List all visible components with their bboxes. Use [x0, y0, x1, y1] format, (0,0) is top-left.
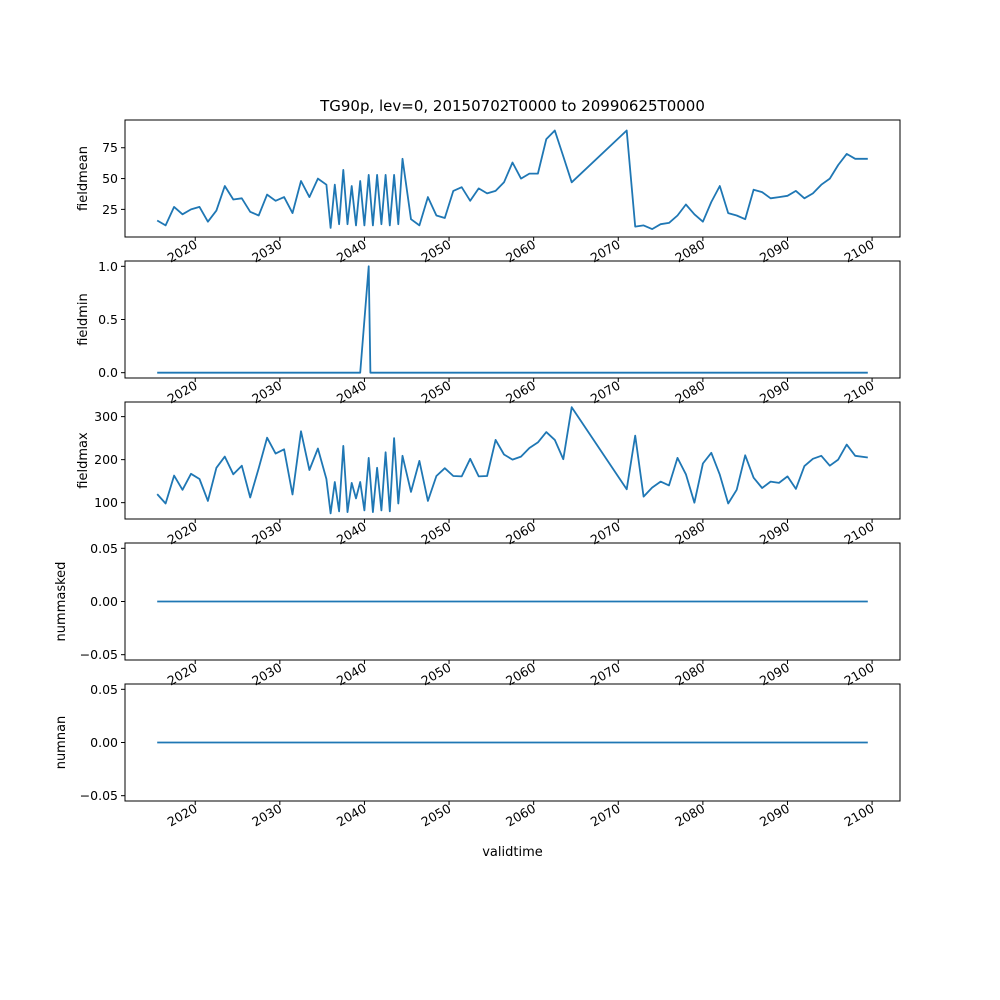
fieldmin-xtick-label: 2040	[333, 377, 369, 407]
fieldmean-axis-label: fieldmean	[76, 146, 91, 211]
numnan-xtick-label: 2050	[418, 800, 454, 830]
fieldmean-xtick-label: 2080	[672, 236, 708, 266]
fieldmax-xtick-label: 2090	[756, 518, 792, 548]
fieldmin-xtick-label: 2100	[841, 377, 877, 407]
fieldmax-ytick-label: 300	[94, 409, 118, 425]
fieldmin-xtick-label: 2080	[672, 377, 708, 407]
fieldmax-ytick-label: 200	[94, 452, 118, 468]
numnan-xtick-label: 2070	[587, 800, 623, 830]
fieldmean-xtick-label: 2040	[333, 236, 369, 266]
nummasked-ytick-label: −0.05	[79, 647, 118, 663]
fieldmax-series-line	[157, 407, 868, 513]
fieldmean-xtick-label: 2020	[164, 236, 200, 266]
numnan-xtick-label: 2090	[756, 800, 792, 830]
fieldmean-ytick-label: 50	[102, 171, 118, 187]
numnan-xtick-label: 2030	[249, 800, 285, 830]
fieldmax-xtick-label: 2100	[841, 518, 877, 548]
numnan-ytick-label: −0.05	[79, 788, 118, 804]
fieldmin-ytick-label: 1.0	[98, 258, 118, 274]
numnan-xtick-label: 2040	[333, 800, 369, 830]
fieldmean-series-line	[157, 131, 868, 230]
nummasked-xtick-label: 2050	[418, 659, 454, 689]
fieldmin-xtick-label: 2050	[418, 377, 454, 407]
fieldmin-axis-label: fieldmin	[76, 293, 91, 346]
fieldmean-xtick-label: 2030	[249, 236, 285, 266]
x-axis-label: validtime	[482, 845, 543, 860]
fieldmax-xtick-label: 2020	[164, 518, 200, 548]
fieldmin-axes-frame	[125, 261, 900, 378]
numnan-xtick-label: 2060	[503, 800, 539, 830]
fieldmin-xtick-label: 2090	[756, 377, 792, 407]
fieldmin-xtick-label: 2060	[503, 377, 539, 407]
nummasked-xtick-label: 2080	[672, 659, 708, 689]
nummasked-ytick-label: 0.05	[90, 540, 118, 556]
fieldmean-xtick-label: 2100	[841, 236, 877, 266]
nummasked-xtick-label: 2040	[333, 659, 369, 689]
fieldmax-xtick-label: 2040	[333, 518, 369, 548]
fieldmin-series-line	[157, 266, 868, 372]
fieldmin-xtick-label: 2070	[587, 377, 623, 407]
fieldmean-xtick-label: 2060	[503, 236, 539, 266]
nummasked-xtick-label: 2090	[756, 659, 792, 689]
numnan-xtick-label: 2020	[164, 800, 200, 830]
fieldmax-axis-label: fieldmax	[76, 432, 91, 489]
panel-fieldmean	[76, 120, 900, 266]
fieldmax-xtick-label: 2080	[672, 518, 708, 548]
nummasked-axis-label: nummasked	[54, 561, 69, 642]
nummasked-xtick-label: 2020	[164, 659, 200, 689]
numnan-ytick-label: 0.00	[90, 735, 118, 750]
fieldmean-axes-frame	[125, 120, 900, 237]
panel-nummasked	[54, 541, 900, 689]
nummasked-xtick-label: 2100	[841, 659, 877, 689]
nummasked-ytick-label: 0.00	[90, 594, 118, 609]
panel-numnan	[54, 682, 900, 830]
panel-fieldmin	[76, 259, 900, 407]
fieldmean-ytick-label: 75	[102, 140, 118, 156]
fieldmean-xtick-label: 2050	[418, 236, 454, 266]
fieldmean-ytick-label: 25	[102, 201, 118, 217]
fieldmin-ytick-label: 0.5	[98, 312, 118, 327]
numnan-axis-label: numnan	[54, 715, 69, 770]
fieldmax-xtick-label: 2050	[418, 518, 454, 548]
fieldmax-xtick-label: 2030	[249, 518, 285, 548]
numnan-xtick-label: 2080	[672, 800, 708, 830]
numnan-ytick-label: 0.05	[90, 681, 118, 697]
nummasked-xtick-label: 2070	[587, 659, 623, 689]
panel-fieldmax	[76, 402, 900, 548]
fieldmean-xtick-label: 2070	[587, 236, 623, 266]
numnan-xtick-label: 2100	[841, 800, 877, 830]
fieldmax-ytick-label: 100	[94, 495, 118, 511]
fieldmax-xtick-label: 2060	[503, 518, 539, 548]
nummasked-xtick-label: 2060	[503, 659, 539, 689]
fieldmean-xtick-label: 2090	[756, 236, 792, 266]
chart-title: TG90p, lev=0, 20150702T0000 to 20990625T0000	[320, 97, 705, 115]
panels-container	[54, 120, 900, 830]
fieldmin-xtick-label: 2020	[164, 377, 200, 407]
fieldmax-xtick-label: 2070	[587, 518, 623, 548]
nummasked-xtick-label: 2030	[249, 659, 285, 689]
fieldmin-xtick-label: 2030	[249, 377, 285, 407]
fieldmin-ytick-label: 0.0	[98, 365, 118, 381]
